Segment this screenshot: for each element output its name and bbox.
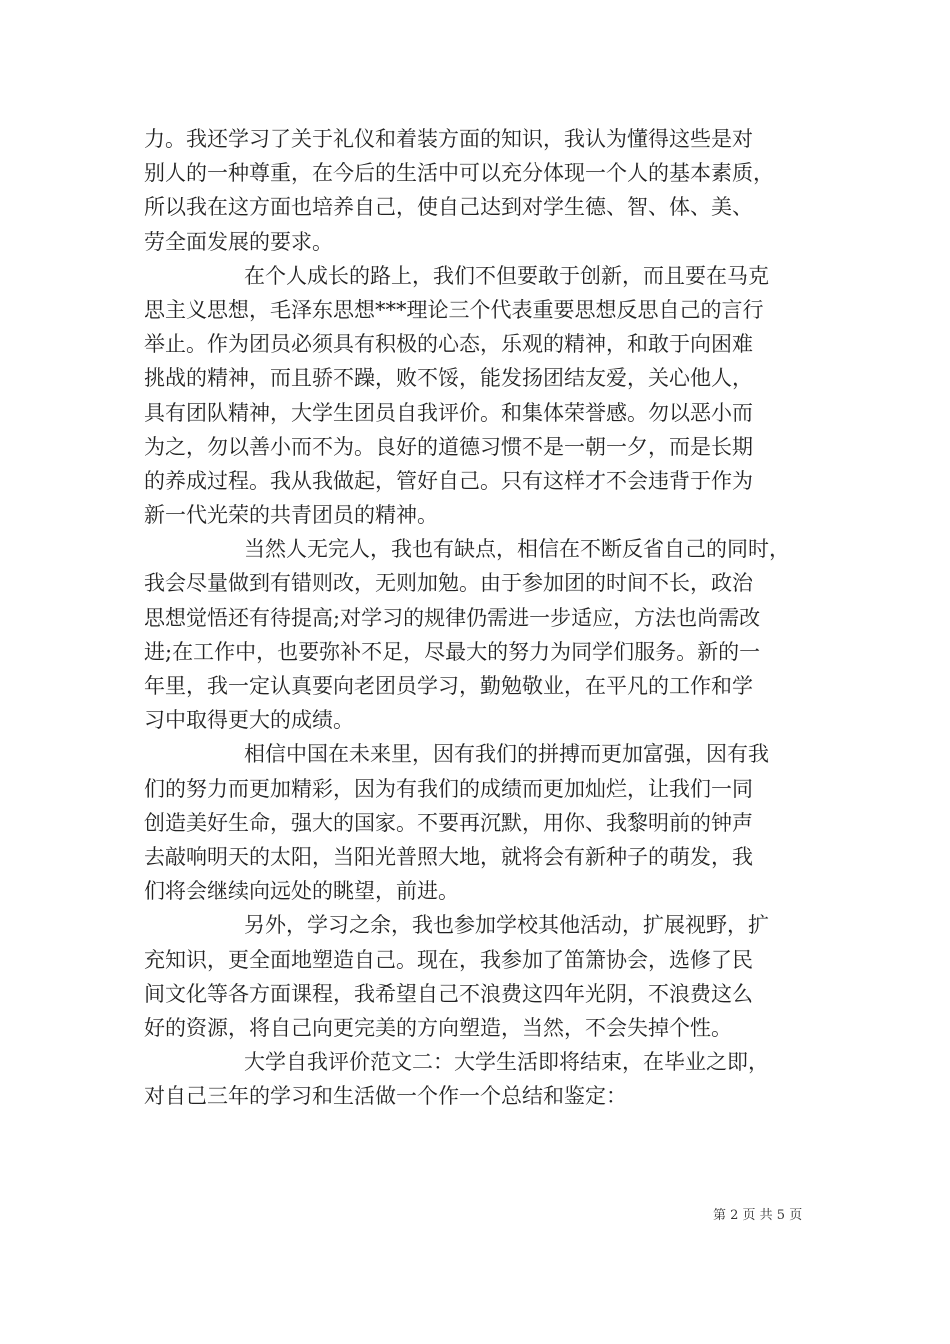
text-line: 劳全面发展的要求。	[144, 229, 333, 254]
text-line: 具有团队精神，大学生团员自我评价。和集体荣誉感。勿以恶小而	[144, 400, 753, 425]
paragraph-start-line: 另外，学习之余，我也参加学校其他活动，扩展视野，扩	[244, 913, 769, 938]
text-line: 们将会继续向远处的眺望，前进。	[144, 879, 459, 904]
text-line: 习中取得更大的成绩。	[144, 708, 354, 733]
page-number-footer: 第 2 页 共 5 页	[713, 1208, 803, 1223]
paragraph-start-line: 当然人无完人，我也有缺点，相信在不断反省自己的同时，	[244, 537, 790, 562]
paragraph-start-line: 在个人成长的路上，我们不但要敢于创新，而且要在马克	[244, 263, 769, 288]
text-line: 创造美好生命，强大的国家。不要再沉默，用你、我黎明前的钟声	[144, 810, 753, 835]
document-body	[144, 122, 816, 1113]
text-line: 充知识，更全面地塑造自己。现在，我参加了笛箫协会，选修了民	[144, 947, 753, 972]
text-line: 思想觉悟还有待提高;对学习的规律仍需进一步适应，方法也尚需改	[144, 605, 761, 630]
paragraph-start-line: 大学自我评价范文二：大学生活即将结束，在毕业之即，	[244, 1050, 769, 1075]
text-line: 对自己三年的学习和生活做一个作一个总结和鉴定：	[144, 1084, 627, 1109]
text-line: 力。我还学习了关于礼仪和着装方面的知识，我认为懂得这些是对	[144, 127, 753, 151]
text-line: 为之，勿以善小而不为。良好的道德习惯不是一朝一夕，而是长期	[144, 434, 753, 459]
text-line: 思主义思想，毛泽东思想***理论三个代表重要思想反思自己的言行	[144, 297, 764, 322]
text-line: 去敲响明天的太阳，当阳光普照大地，就将会有新种子的萌发，我	[144, 844, 753, 869]
text-line: 间文化等各方面课程，我希望自己不浪费这四年光阴，不浪费这么	[144, 981, 753, 1006]
text-line: 我会尽量做到有错则改，无则加勉。由于参加团的时间不长，政治	[144, 571, 753, 596]
text-line: 新一代光荣的共青团员的精神。	[144, 503, 438, 528]
text-line: 挑战的精神，而且骄不躁，败不馁，能发扬团结友爱，关心他人，	[144, 366, 753, 391]
text-line: 别人的一种尊重，在今后的生活中可以充分体现一个人的基本素质，	[144, 161, 774, 186]
text-line: 进;在工作中，也要弥补不足，尽最大的努力为同学们服务。新的一	[144, 639, 761, 664]
paragraph-start-line: 相信中国在未来里，因有我们的拼搏而更加富强，因有我	[244, 742, 769, 767]
text-line: 所以我在这方面也培养自己，使自己达到对学生德、智、体、美、	[144, 195, 753, 220]
text-line: 们的努力而更加精彩，因为有我们的成绩而更加灿烂，让我们一同	[144, 776, 753, 801]
text-line: 年里，我一定认真要向老团员学习，勤勉敬业，在平凡的工作和学	[144, 674, 753, 698]
text-line: 的养成过程。我从我做起，管好自己。只有这样才不会违背于作为	[144, 468, 753, 493]
text-line: 举止。作为团员必须具有积极的心态，乐观的精神，和敢于向困难	[144, 332, 753, 357]
text-line: 好的资源，将自己向更完美的方向塑造，当然，不会失掉个性。	[144, 1015, 732, 1040]
